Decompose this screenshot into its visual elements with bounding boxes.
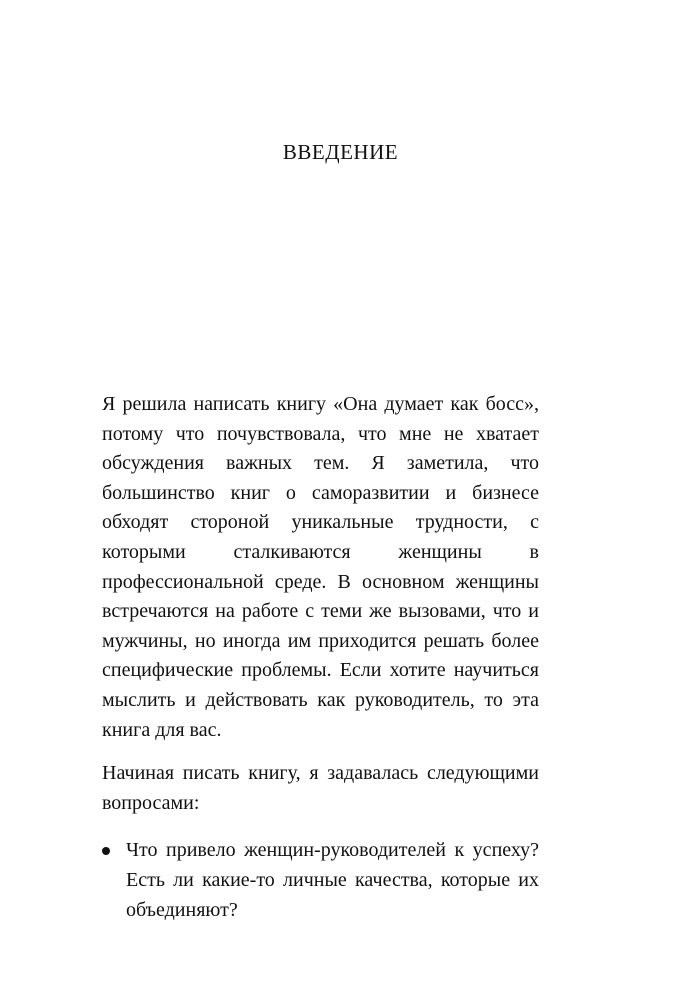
paragraph-questions: Начиная писать книгу, я задавалась следующими вопросами:: [102, 762, 539, 814]
chapter-title: ВВЕДЕНИЕ: [282, 140, 399, 164]
list-item: [102, 836, 539, 925]
bullet-icon: [102, 847, 110, 855]
body-text: [102, 390, 539, 925]
paragraph-intro: Я решила написать книгу «Она думает как босс», потому что почувствовала, что мне не хватает обсуждения важных тем. Я заметила, что большинство книг о саморазвитии и бизнесе обходят стороной уникальные трудности, с которыми сталкиваются женщины в профессиональной среде. В основном женщины встречаются на работе с теми же вызовами, что и мужчины, но иногда им приходится решать более специфические проблемы. Если хотите научиться мыслить и действовать как руководитель, то эта книга для вас.: [102, 393, 539, 741]
question-list: [102, 836, 539, 925]
list-item-text: Что привело женщин-руководителей к успеху? Есть ли какие-то личные качества, которые их объединяют?: [126, 839, 539, 921]
